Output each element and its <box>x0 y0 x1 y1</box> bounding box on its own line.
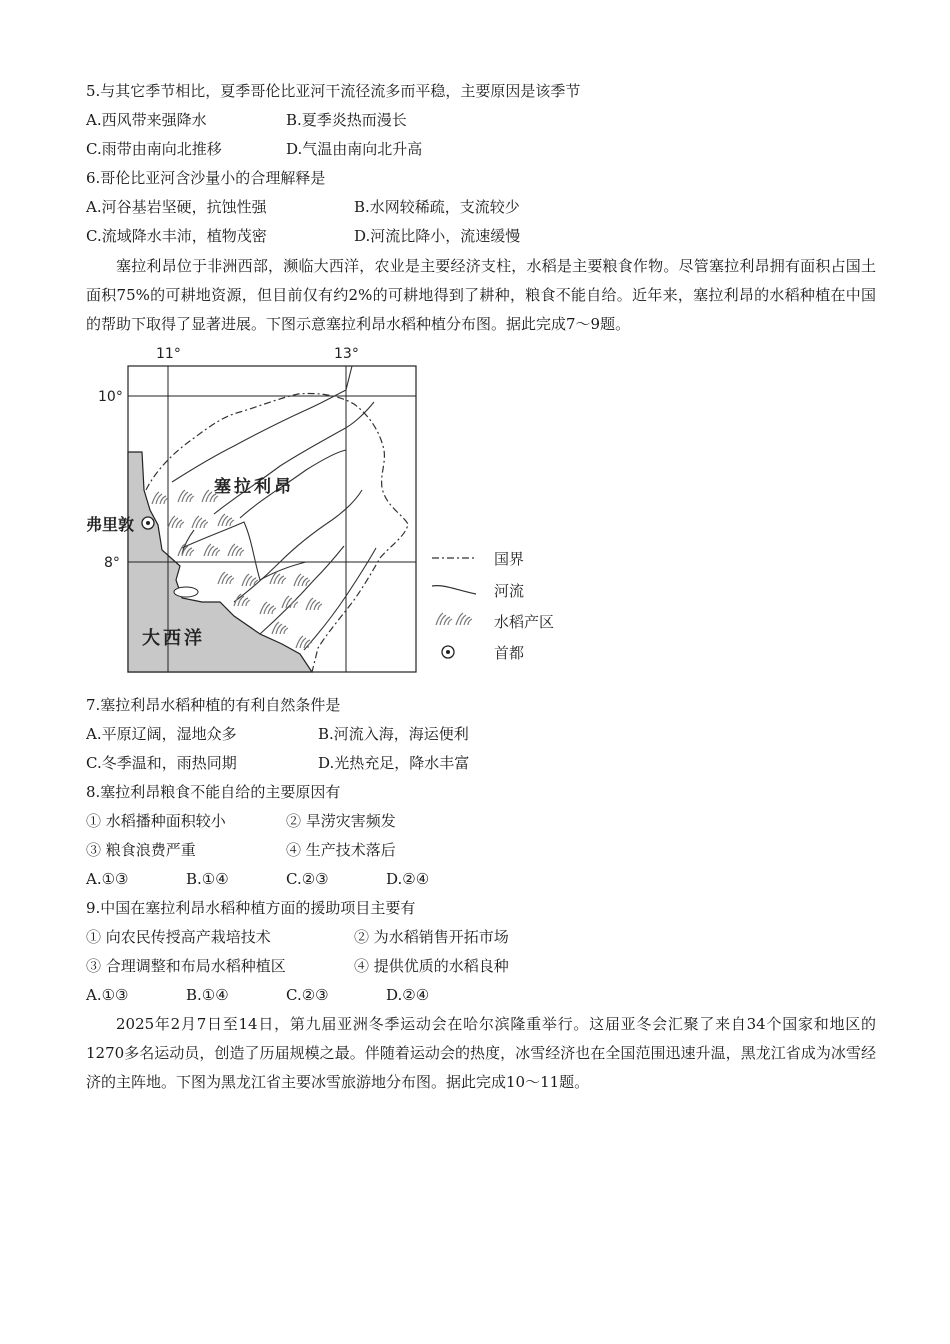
q9-stem: 9.中国在塞拉利昂水稻种植方面的援助项目主要有 <box>86 899 416 917</box>
label-lon-13: 13° <box>334 346 359 362</box>
q9-option-c: C.②③ <box>286 986 329 1004</box>
label-lat-10: 10° <box>98 389 123 405</box>
legend-capital-icon-dot <box>446 650 450 654</box>
q5-option-a: A.西风带来强降水 <box>86 111 207 129</box>
q8-statement-2: ② 旱涝灾害频发 <box>286 812 396 830</box>
q6-stem: 6.哥伦比亚河含沙量小的合理解释是 <box>86 169 326 187</box>
q9-statement-2: ② 为水稻销售开拓市场 <box>354 928 509 946</box>
q6-option-c: C.流域降水丰沛，植物茂密 <box>86 227 267 245</box>
q9-option-d: D.②④ <box>386 986 430 1004</box>
q5-option-d: D.气温由南向北升高 <box>286 140 423 158</box>
q9-option-a: A.①③ <box>86 986 129 1004</box>
q7-option-b: B.河流入海，海运便利 <box>318 725 469 743</box>
q8-statement-3: ③ 粮食浪费严重 <box>86 841 196 859</box>
q8-option-c: C.②③ <box>286 870 329 888</box>
q9-statement-1: ① 向农民传授高产栽培技术 <box>86 928 271 946</box>
q9-statement-4: ④ 提供优质的水稻良种 <box>354 957 509 975</box>
capital-icon-dot <box>146 521 150 525</box>
label-ocean: 大西洋 <box>142 628 205 649</box>
legend-rice-icon-2 <box>456 613 472 625</box>
q8-statement-4: ④ 生产技术落后 <box>286 841 396 859</box>
q7-option-a: A.平原辽阔，湿地众多 <box>86 725 237 743</box>
q7-option-d: D.光热充足，降水丰富 <box>318 754 470 772</box>
passage-sierra-leone: 塞拉利昂位于非洲西部，濒临大西洋，农业是主要经济支柱，水稻是主要粮食作物。尽管塞拉利昂拥有面积占国土面积75%的可耕地资源，但目前仅有约2%的可耕地得到了耕种，粮食不能自给。近年来，塞拉利昂的水稻种植在中国的帮助下取得了显著进展。下图示意塞拉利昂水稻种植分布图。据此完成7～9题。 <box>86 257 876 333</box>
q5-option-b: B.夏季炎热而漫长 <box>286 111 407 129</box>
q8-option-d: D.②④ <box>386 870 430 888</box>
legend-capital-label: 首都 <box>494 644 525 662</box>
sierra-leone-rice-map <box>84 340 604 680</box>
q6-option-d: D.河流比降小，流速缓慢 <box>354 227 521 245</box>
q8-statement-1: ① 水稻播种面积较小 <box>86 812 226 830</box>
label-capital: 弗里敦 <box>86 515 135 534</box>
q5-stem: 5.与其它季节相比，夏季哥伦比亚河干流径流多而平稳，主要原因是该季节 <box>86 82 581 100</box>
q5-option-c: C.雨带由南向北推移 <box>86 140 222 158</box>
q6-option-b: B.水网较稀疏，支流较少 <box>354 198 520 216</box>
q9-option-b: B.①④ <box>186 986 229 1004</box>
legend-river-label: 河流 <box>494 582 525 600</box>
legend-rice-label: 水稻产区 <box>494 613 555 631</box>
q8-stem: 8.塞拉利昂粮食不能自给的主要原因有 <box>86 783 341 801</box>
q8-option-a: A.①③ <box>86 870 129 888</box>
label-country: 塞拉利昂 <box>214 477 294 497</box>
label-lon-11: 11° <box>156 346 181 362</box>
passage-winter-games: 2025年2月7日至14日，第九届亚洲冬季运动会在哈尔滨隆重举行。这届亚冬会汇聚了来自34个国家和地区的1270多名运动员，创造了历届规模之最。伴随着运动会的热度，冰雪经济也在全国范围迅速升温，黑龙江省成为冰雪经济的主阵地。下图为黑龙江省主要冰雪旅游地分布图。据此完成10～11题。 <box>86 1015 876 1091</box>
island-shape <box>174 587 198 597</box>
q8-option-b: B.①④ <box>186 870 229 888</box>
q6-option-a: A.河谷基岩坚硬，抗蚀性强 <box>86 198 267 216</box>
legend-border-label: 国界 <box>494 550 525 568</box>
label-lat-8: 8° <box>104 555 120 571</box>
map-legend <box>432 550 554 662</box>
legend-river-symbol <box>432 586 476 594</box>
q7-option-c: C.冬季温和，雨热同期 <box>86 754 237 772</box>
q9-statement-3: ③ 合理调整和布局水稻种植区 <box>86 957 286 975</box>
legend-rice-icon <box>436 613 452 625</box>
q7-stem: 7.塞拉利昂水稻种植的有利自然条件是 <box>86 696 341 714</box>
